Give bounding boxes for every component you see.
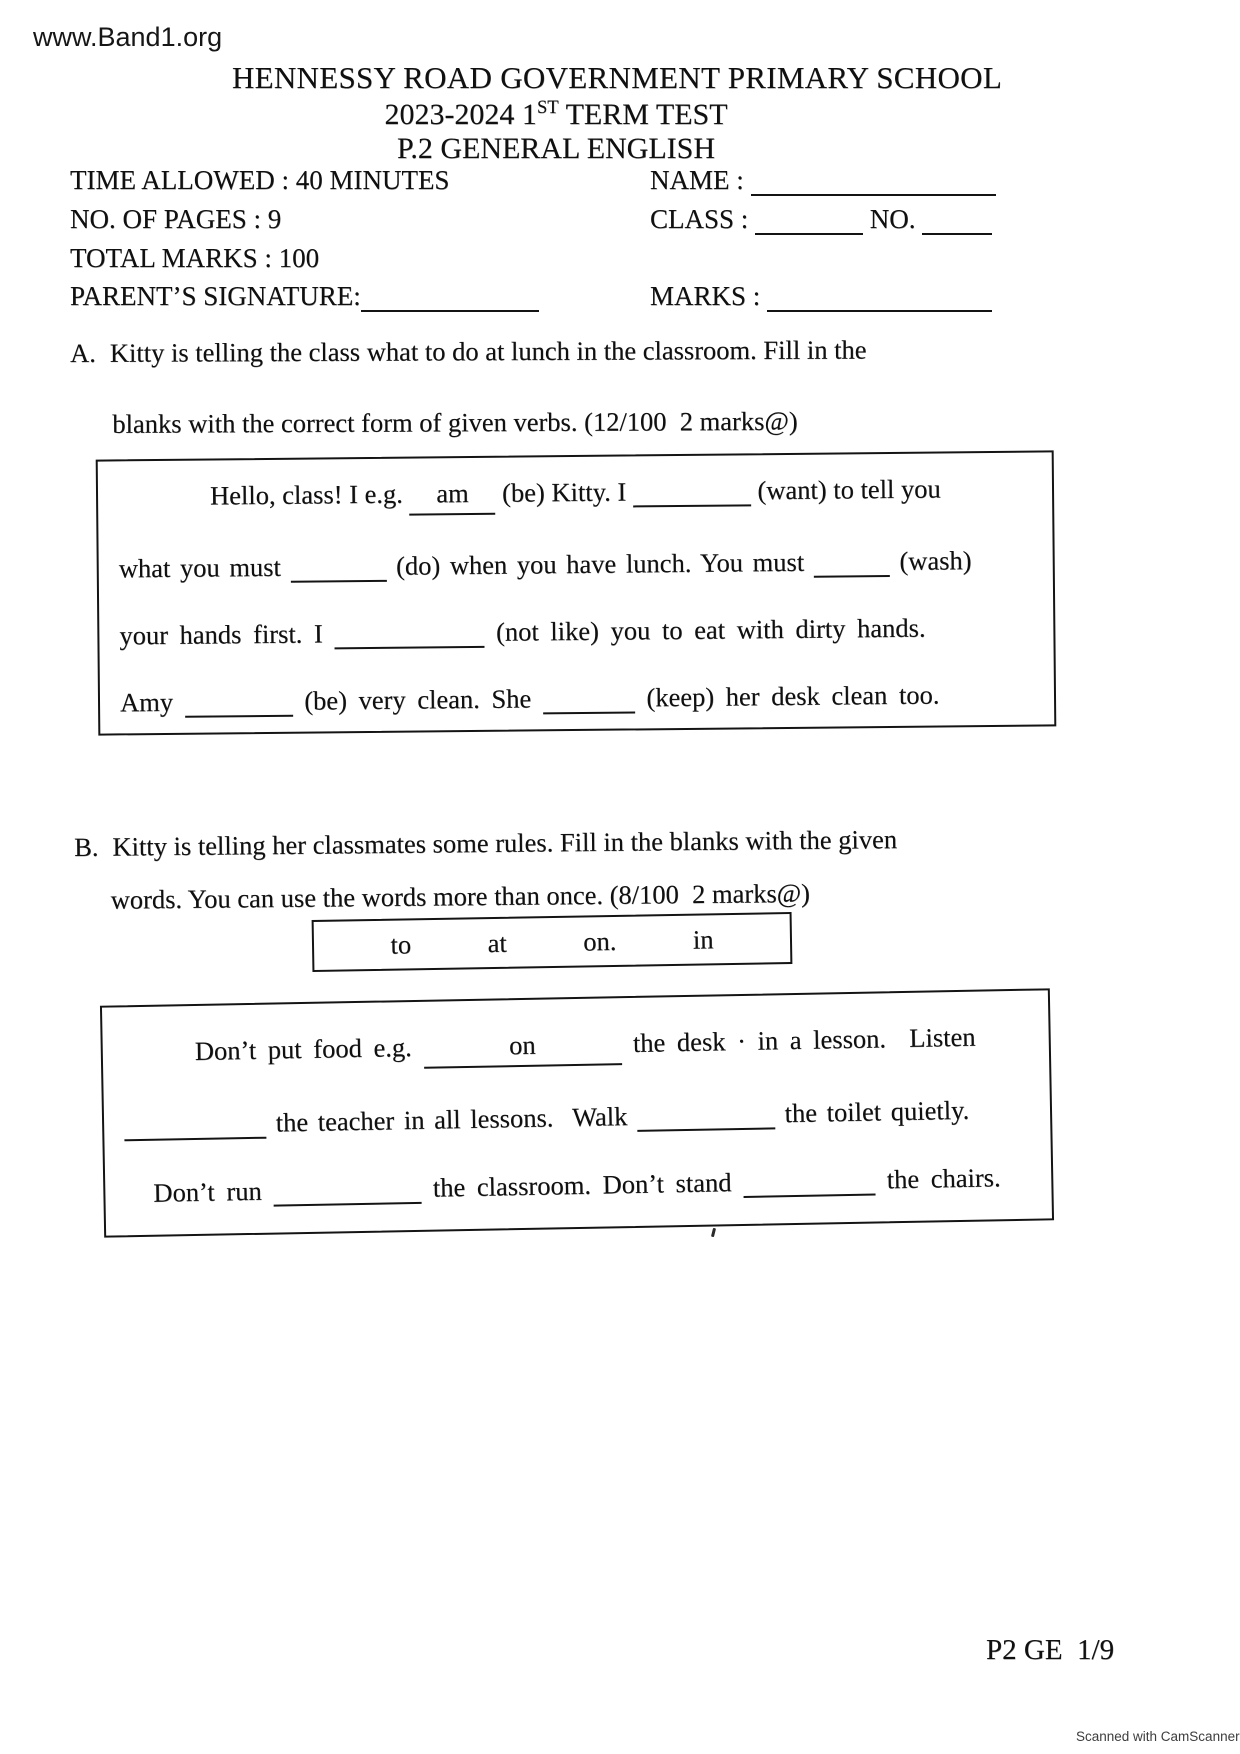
class-label: CLASS : xyxy=(650,204,749,234)
passage-text: Don’t put food e.g. xyxy=(194,1031,424,1066)
passage-line xyxy=(119,543,1041,586)
answer-blank-line[interactable] xyxy=(274,1202,422,1207)
word-bank-word-at: at xyxy=(487,927,507,958)
passage-text: the classroom. Don’t stand xyxy=(420,1166,744,1203)
section-b-instructions xyxy=(74,824,898,916)
passage-text: Don’t run xyxy=(153,1175,274,1208)
passage-line xyxy=(120,677,1042,720)
section-a-instructions xyxy=(70,335,867,440)
class-blank-line[interactable] xyxy=(755,233,863,235)
passage-text: (be) very clean. She xyxy=(292,683,543,716)
section-a-label: A. xyxy=(70,337,96,368)
word-bank-box xyxy=(312,912,793,972)
page-number-code: P2 GE 1/9 xyxy=(986,1634,1115,1666)
section-b-label: B. xyxy=(74,831,99,862)
passage-text: your hands first. I xyxy=(119,618,335,651)
passage-line xyxy=(119,610,1041,653)
passage-text: the chairs. xyxy=(874,1162,1001,1195)
section-a-passage-box xyxy=(96,450,1057,735)
answer-blank-line[interactable] xyxy=(633,504,751,507)
passage-text: the teacher in all lessons. Walk xyxy=(265,1100,638,1138)
passage-text: Hello, class! I e.g. xyxy=(209,478,410,511)
passage-text: Amy xyxy=(119,686,185,718)
parent-signature-row xyxy=(70,281,539,312)
answer-blank-line[interactable] xyxy=(743,1194,875,1198)
section-a-instruction-text2: blanks with the correct form of given verbs. (12/100 2 marks@) xyxy=(112,405,798,439)
example-answer-blank[interactable]: on xyxy=(423,1026,622,1069)
term-test-title xyxy=(0,97,1112,132)
answer-blank-line[interactable] xyxy=(543,711,635,714)
passage-text: (wash) xyxy=(889,545,972,576)
total-marks-label: TOTAL MARKS : 100 xyxy=(70,243,320,273)
passage-text: (keep) her desk clean too. xyxy=(634,679,940,713)
example-answer-blank[interactable]: am xyxy=(409,476,495,516)
section-b-instruction-line1 xyxy=(74,824,897,863)
passage-text: the desk · in a lesson. Listen xyxy=(620,1021,976,1059)
answer-blank-line[interactable] xyxy=(335,646,485,649)
passage-line xyxy=(123,1019,1038,1075)
watermark-website: www.Band1.org xyxy=(33,22,223,52)
section-b-passage-box xyxy=(100,988,1054,1237)
answer-blank-line[interactable] xyxy=(637,1127,775,1132)
term-suffix: TERM TEST xyxy=(558,98,728,131)
name-blank-line[interactable] xyxy=(751,194,996,196)
scan-artifact-mark xyxy=(711,1228,716,1237)
class-no-field-row xyxy=(650,204,992,235)
marks-blank-line[interactable] xyxy=(767,310,992,312)
marks-field-row xyxy=(650,281,992,312)
word-bank-word-to: to xyxy=(390,928,412,960)
passage-line xyxy=(125,1160,1039,1211)
passage-text: (be) Kitty. I xyxy=(495,476,633,508)
passage-text: (do) when you have lunch. You must xyxy=(386,546,814,581)
term-prefix: 2023-2024 1 xyxy=(384,98,537,131)
passage-line xyxy=(124,1092,1038,1143)
word-bank-word-in: in xyxy=(692,923,714,955)
answer-blank-line[interactable] xyxy=(291,580,387,583)
section-a-instruction-text1: Kitty is telling the class what to do at lunch in the classroom. Fill in the xyxy=(109,334,867,368)
num-pages-label: NO. OF PAGES : 9 xyxy=(70,204,282,234)
school-name-title: HENNESSY ROAD GOVERNMENT PRIMARY SCHOOL xyxy=(231,60,1003,95)
camscanner-note: Scanned with CamScanner xyxy=(1076,1729,1240,1744)
section-b-instruction-text2: words. You can use the words more than once. (8/100 2 marks@) xyxy=(110,877,811,915)
passage-line xyxy=(118,471,1040,519)
time-allowed-label: TIME ALLOWED : 40 MINUTES xyxy=(70,165,450,195)
section-b-instruction-text1: Kitty is telling her classmates some rules. Fill in the blanks with the given xyxy=(112,824,898,862)
answer-blank-line[interactable] xyxy=(814,575,890,578)
parent-signature-label: PARENT’S SIGNATURE: xyxy=(70,281,361,311)
passage-text: the toilet quietly. xyxy=(774,1094,970,1129)
word-bank-word-on: on. xyxy=(582,925,617,956)
passage-text: what you must xyxy=(118,551,291,584)
name-label: NAME : xyxy=(650,165,744,195)
name-field-row xyxy=(650,165,996,196)
no-label: NO. xyxy=(869,204,916,234)
answer-blank-line[interactable] xyxy=(124,1137,266,1142)
passage-text: (not like) you to eat with dirty hands. xyxy=(484,612,926,647)
term-ordinal-superscript: ST xyxy=(536,97,559,118)
subject-title: P.2 GENERAL ENGLISH xyxy=(396,132,716,165)
parent-signature-blank-line[interactable] xyxy=(361,310,539,312)
marks-label: MARKS : xyxy=(650,281,761,311)
answer-blank-line[interactable] xyxy=(185,715,293,718)
passage-text: (want) to tell you xyxy=(750,473,941,506)
no-blank-line[interactable] xyxy=(922,233,992,235)
section-a-instruction-line1 xyxy=(70,335,867,369)
